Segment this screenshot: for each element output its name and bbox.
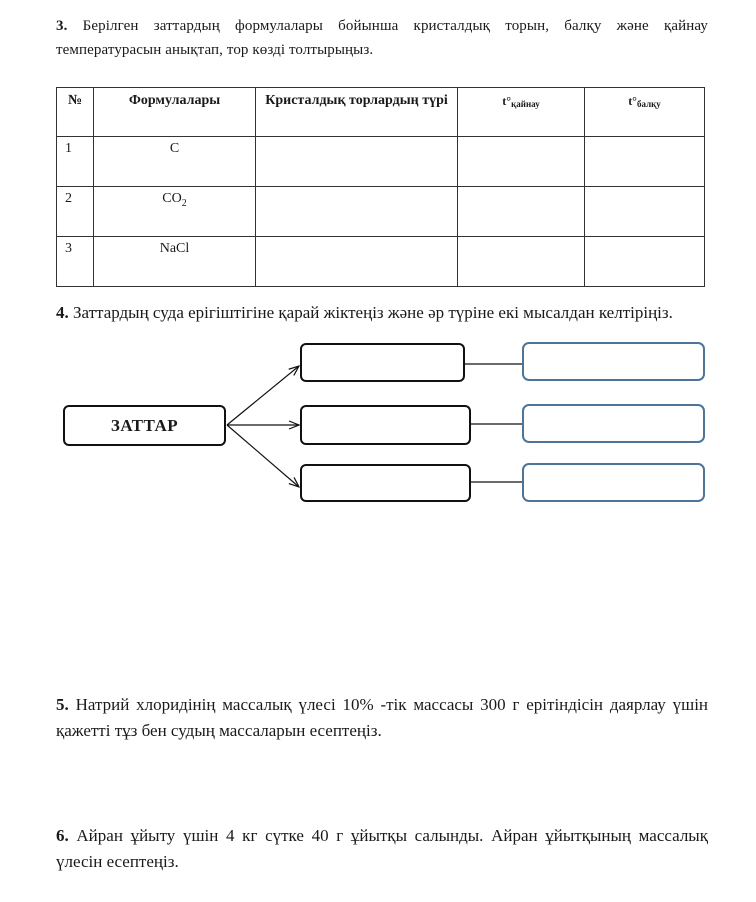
task-4-body: Заттардың суда ерігіштігіне қарай жіктеңіз және әр түріне екі мысалдан келтіріңіз. [73,303,673,322]
task-6-number: 6. [56,826,69,845]
row-formula: C [94,137,256,187]
lattice-type-cell[interactable] [256,187,458,237]
task-3-text [56,14,708,62]
melting-temp-cell[interactable] [585,187,705,237]
melting-temp-cell[interactable] [585,137,705,187]
header-melting-temp: $t^\circ_{балқу}$ [585,88,705,137]
melting-temp-cell[interactable] [585,237,705,287]
table-row [57,237,705,287]
header-lattice-type: Кристалдық торлардың түрі [256,88,458,137]
task-3-number: 3. [56,18,68,34]
table-row [57,187,705,237]
category-box-1[interactable] [300,343,465,382]
crystal-lattice-table [56,87,705,287]
header-formula: Формулалары [94,88,256,137]
row-number: 1 [57,137,94,187]
example-box-2[interactable] [522,404,705,443]
table-header-row [57,88,705,137]
task-5-text [56,692,708,744]
task-5-body: Натрий хлоридінің массалық үлесі 10% -тік массасы 300 г ерітіндісін даярлау үшін қажетті тұз бен судың массаларын есептеңіз. [56,695,709,740]
row-formula: NaCl [94,237,256,287]
task-6-body: Айран ұйыту үшін 4 кг сүтке 40 г ұйытқы салынды. Айран ұйытқының массалық үлесін есептеңіз. [56,826,708,871]
boiling-temp-cell[interactable] [458,237,585,287]
example-box-1[interactable] [522,342,705,381]
example-box-3[interactable] [522,463,705,502]
lattice-type-cell[interactable] [256,137,458,187]
row-number: 2 [57,187,94,237]
task-4-text [56,300,708,326]
table-row [57,137,705,187]
header-boiling-temp: $t^\circ_{қайнау}$ [458,88,585,137]
row-number: 3 [57,237,94,287]
boiling-temp-cell[interactable] [458,187,585,237]
arrow-to-bottom-category [227,425,299,487]
category-box-2[interactable] [300,405,471,445]
task-6-text [56,823,708,875]
header-number: № [57,88,94,137]
lattice-type-cell[interactable] [256,237,458,287]
task-4-number: 4. [56,303,69,322]
task-3-body: Берілген заттардың формулалары бойынша кристалдық торын, балқу және қайнау температурасын анықтап, тор көзді толтырыңыз. [56,18,708,58]
task-5-number: 5. [56,695,69,714]
arrow-to-top-category [227,366,299,425]
boiling-temp-cell[interactable] [458,137,585,187]
substances-box: ЗАТТАР [63,405,226,446]
category-box-3[interactable] [300,464,471,502]
row-formula: $CO_2$ [94,187,256,237]
